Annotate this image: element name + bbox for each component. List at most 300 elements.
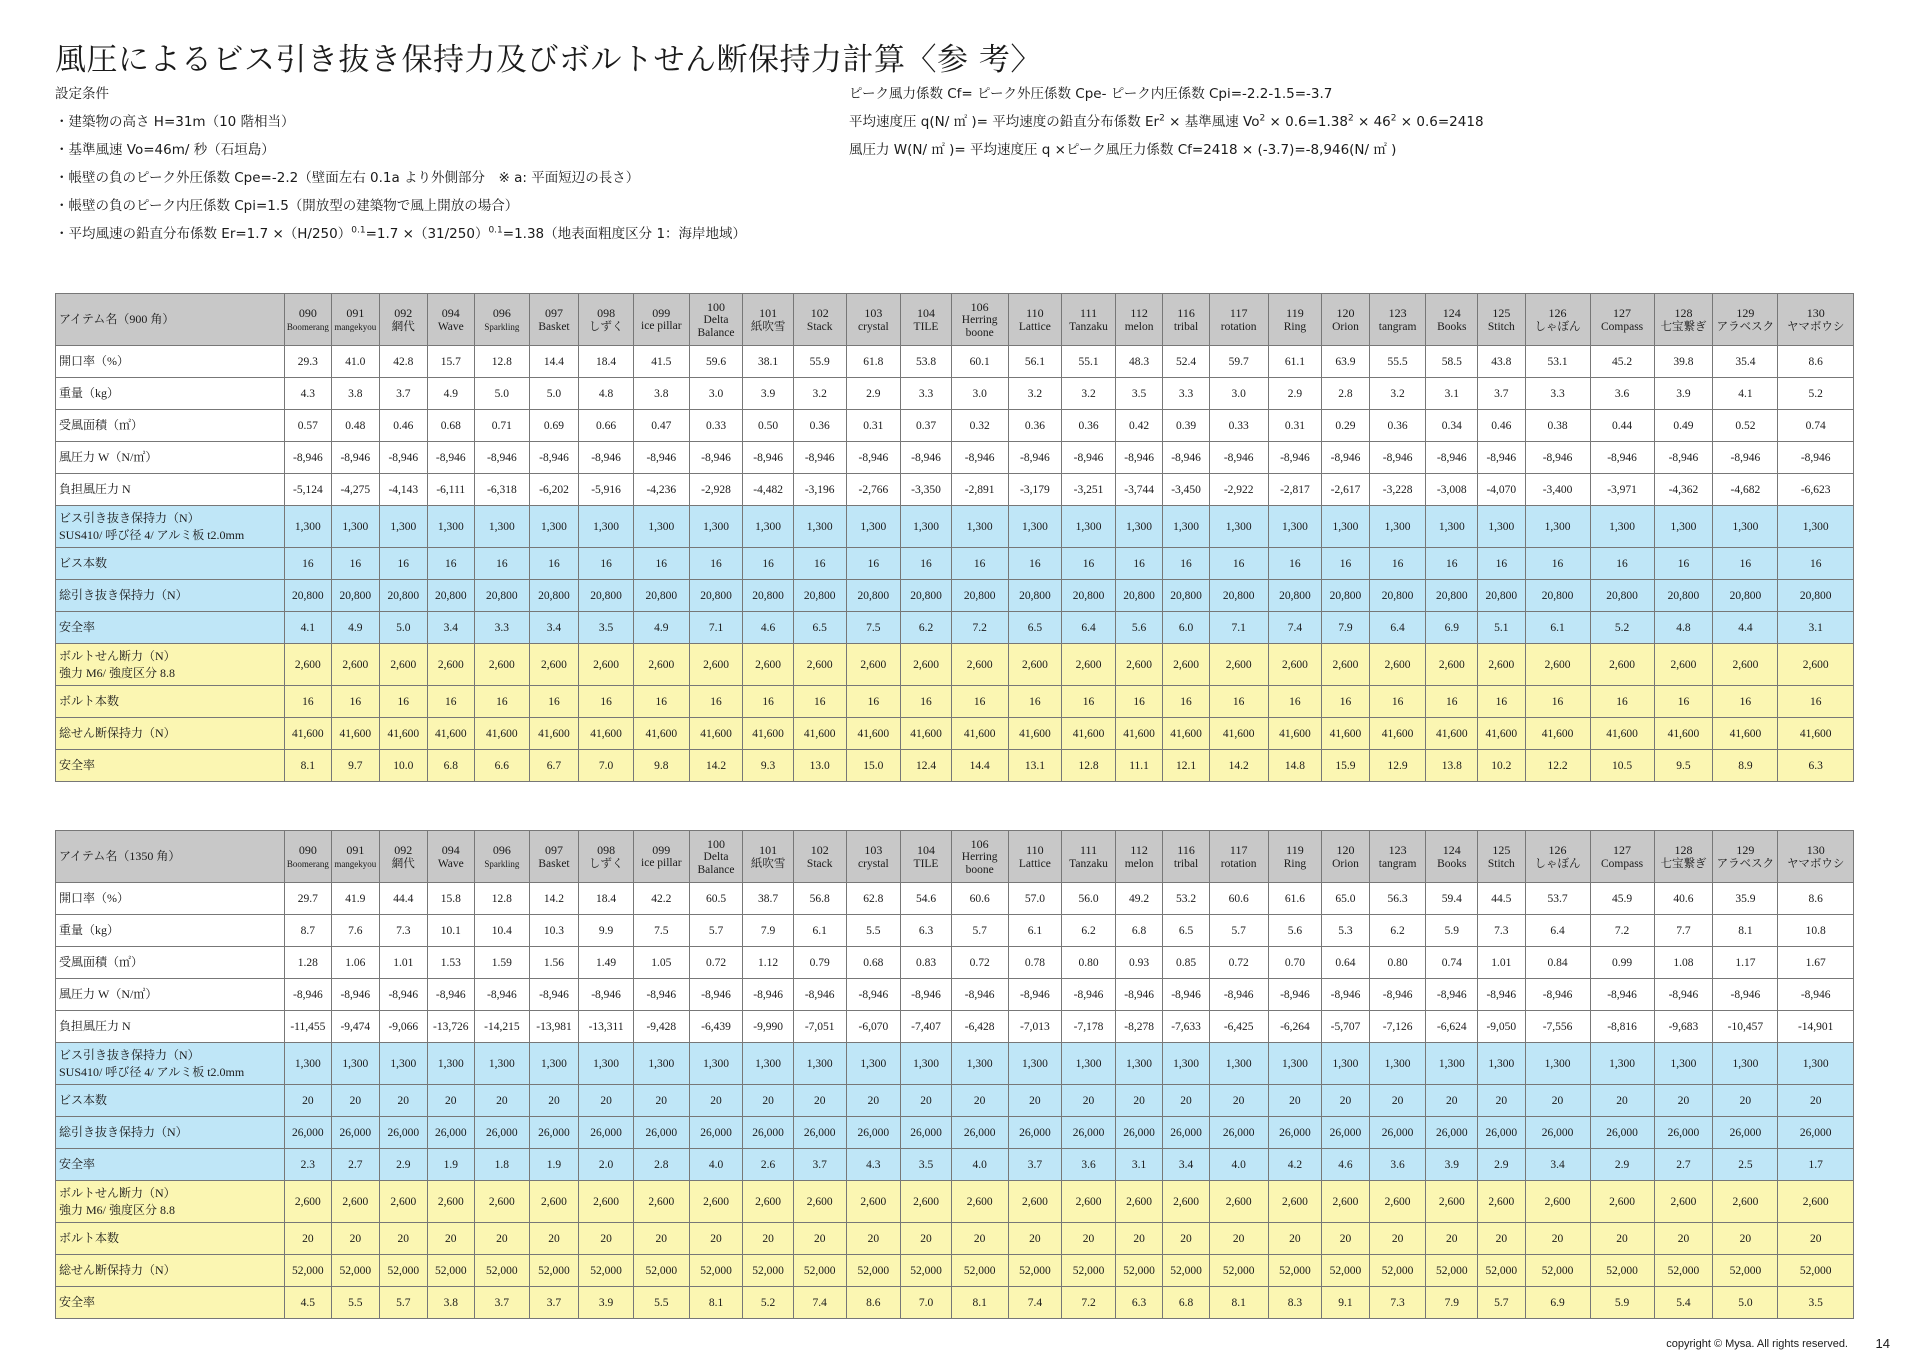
table-cell: -6,425 (1209, 1011, 1268, 1043)
table-cell: 0.38 (1525, 410, 1590, 442)
table-cell: -8,946 (1654, 979, 1713, 1011)
table-cell: -7,556 (1525, 1011, 1590, 1043)
table-cell: -8,946 (1478, 979, 1525, 1011)
table-cell: 16 (331, 548, 380, 580)
table-cell: 58.5 (1426, 346, 1478, 378)
table-cell: 16 (1778, 686, 1854, 718)
table-cell: 6.2 (901, 612, 952, 644)
table-cell: 40.6 (1654, 883, 1713, 915)
table-cell: 2,600 (427, 1181, 474, 1223)
item-number: 129 (1736, 842, 1755, 857)
table-cell: 59.4 (1426, 883, 1478, 915)
row-label: ボルト本数 (56, 686, 285, 718)
column-header (846, 294, 901, 346)
table-cell: 3.9 (743, 378, 794, 410)
table-cell: 41,600 (475, 718, 530, 750)
table-cell: -8,946 (901, 442, 952, 474)
column-header (793, 831, 846, 883)
table-cell: -9,428 (633, 1011, 689, 1043)
table-cell: 4.8 (579, 378, 634, 410)
column-header (1654, 831, 1713, 883)
table-cell: 52,000 (1209, 1255, 1268, 1287)
table-cell: 0.49 (1654, 410, 1713, 442)
table-cell: -4,070 (1478, 474, 1525, 506)
table-cell: -11,455 (285, 1011, 331, 1043)
table-cell: 16 (380, 548, 427, 580)
item-name: 網代 (391, 320, 415, 333)
table-cell: 0.33 (1209, 410, 1268, 442)
table-cell: 16 (475, 686, 530, 718)
item-name: 網代 (391, 857, 415, 870)
table-cell: 1,300 (793, 1043, 846, 1085)
header-row (56, 831, 1854, 883)
table-cell: 52,000 (901, 1255, 952, 1287)
table-cell: 2,600 (951, 1181, 1008, 1223)
column-header (1062, 831, 1116, 883)
item-name: Delta Balance (697, 313, 735, 339)
table-cell: 41,600 (1008, 718, 1062, 750)
table-cell: 5.0 (380, 612, 427, 644)
table-cell: -8,946 (1369, 979, 1426, 1011)
item-number: 102 (810, 842, 829, 857)
table-cell: -8,946 (579, 442, 634, 474)
table-cell: 26,000 (380, 1117, 427, 1149)
table-cell: 44.5 (1478, 883, 1525, 915)
table-cell: 41,600 (579, 718, 634, 750)
item-name: ice pillar (641, 320, 682, 332)
table-cell: 55.5 (1369, 346, 1426, 378)
item-name: melon (1124, 857, 1154, 870)
item-number: 116 (1177, 305, 1195, 320)
item-name: 七宝繋ぎ (1660, 320, 1707, 333)
table-cell: 2.5 (1713, 1149, 1778, 1181)
table-cell: 2,600 (1163, 644, 1209, 686)
table-cell: 1,300 (1590, 1043, 1654, 1085)
table-cell: 2,600 (1115, 644, 1162, 686)
column-header (1268, 294, 1322, 346)
table-cell: 1,300 (1209, 1043, 1268, 1085)
table-cell: 3.2 (1369, 378, 1426, 410)
item-number: 124 (1442, 305, 1461, 320)
item-number: 112 (1130, 842, 1148, 857)
table-cell: 60.6 (1209, 883, 1268, 915)
table-cell: 15.9 (1322, 750, 1369, 782)
table-cell: 20 (1713, 1223, 1778, 1255)
item-name: Sparkling (484, 321, 520, 332)
table-cell: 20 (1008, 1085, 1062, 1117)
table-cell: 20 (475, 1223, 530, 1255)
table-cell: 5.0 (529, 378, 579, 410)
table-cell: 26,000 (1322, 1117, 1369, 1149)
item-name: melon (1124, 320, 1154, 333)
condition-cpe: ・帳壁の負のピーク外圧係数 Cpe=-2.2（壁面左右 0.1a より外側部分 ※ a: 平面短辺の長さ） (55, 170, 640, 186)
table-cell: -8,946 (331, 979, 380, 1011)
table-cell: 2,600 (743, 1181, 794, 1223)
table-cell: 20,800 (1008, 580, 1062, 612)
column-header (529, 831, 579, 883)
item-number: 096 (492, 305, 511, 320)
row-label: 負担風圧力 N (56, 474, 285, 506)
table-cell: 13.0 (793, 750, 846, 782)
table-cell: 2,600 (1322, 644, 1369, 686)
item-name: 七宝繋ぎ (1660, 857, 1707, 870)
table-cell: 6.9 (1426, 612, 1478, 644)
table-cell: 8.1 (1209, 1287, 1268, 1319)
table-cell: -3,400 (1525, 474, 1590, 506)
item-name: Tanzaku (1069, 857, 1108, 870)
item-name: Sparkling (484, 858, 520, 869)
table-cell: 16 (1426, 548, 1478, 580)
table-cell: -14,901 (1778, 1011, 1854, 1043)
table-cell: 42.8 (380, 346, 427, 378)
table-cell: 2,600 (529, 644, 579, 686)
table-cell: 56.3 (1369, 883, 1426, 915)
table-row (56, 947, 1854, 979)
table-cell: 20,800 (846, 580, 901, 612)
table-cell: -8,946 (1008, 442, 1062, 474)
table-cell: 2,600 (743, 644, 794, 686)
table-cell: 2,600 (793, 1181, 846, 1223)
table-cell: 41,600 (1590, 718, 1654, 750)
table-cell: 38.7 (743, 883, 794, 915)
column-header (1209, 831, 1268, 883)
table-cell: 41,600 (1778, 718, 1854, 750)
table-cell: 20 (331, 1085, 380, 1117)
table-cell: 20 (475, 1085, 530, 1117)
header-row (56, 294, 1854, 346)
table-cell: 1.7 (1778, 1149, 1854, 1181)
column-header (380, 294, 427, 346)
table-cell: 1,300 (951, 506, 1008, 548)
table-cell: 2,600 (331, 1181, 380, 1223)
table-cell: 2,600 (1426, 1181, 1478, 1223)
table-cell: 20 (1713, 1085, 1778, 1117)
item-name: ice pillar (641, 857, 682, 869)
table-cell: 1,300 (1268, 506, 1322, 548)
table-cell: 6.2 (1062, 915, 1116, 947)
table-cell: 26,000 (846, 1117, 901, 1149)
table-cell: 16 (1322, 548, 1369, 580)
table-cell: 14.2 (529, 883, 579, 915)
table-900 (55, 293, 1854, 782)
table-cell: 26,000 (331, 1117, 380, 1149)
table-cell: 20 (901, 1223, 952, 1255)
formula-q: 平均速度圧 q(N/ ㎡ )= 平均速度の鉛直分布係数 $Er^2$ × 基準風速 $Vo^2 \times 0.6=1.38^2 \times 46^2 \times 0.6=2418$ (849, 113, 1484, 130)
table-cell: -8,946 (951, 979, 1008, 1011)
table-cell: 52,000 (579, 1255, 634, 1287)
table-cell: 16 (285, 686, 331, 718)
table-cell: 16 (633, 686, 689, 718)
table-cell: 3.6 (1590, 378, 1654, 410)
table-cell: -8,946 (1590, 442, 1654, 474)
column-header (1713, 294, 1778, 346)
table-cell: 1,300 (1062, 1043, 1116, 1085)
column-header (1163, 831, 1209, 883)
item-number: 116 (1177, 842, 1195, 857)
table-cell: 2,600 (1590, 1181, 1654, 1223)
table-cell: 1.59 (475, 947, 530, 979)
table-cell: 16 (1369, 548, 1426, 580)
table-cell: 0.84 (1525, 947, 1590, 979)
table-cell: 16 (1654, 548, 1713, 580)
table-cell: 1,300 (846, 506, 901, 548)
table-cell: 16 (427, 548, 474, 580)
table-cell: 20 (1268, 1223, 1322, 1255)
table-cell: 3.3 (1163, 378, 1209, 410)
table-row (56, 915, 1854, 947)
table-row (56, 506, 1854, 548)
table-cell: 0.42 (1115, 410, 1162, 442)
item-number: 123 (1388, 842, 1407, 857)
table-cell: 2.7 (331, 1149, 380, 1181)
table-cell: -13,981 (529, 1011, 579, 1043)
table-cell: -8,946 (1426, 442, 1478, 474)
table-cell: -8,946 (1115, 442, 1162, 474)
table-cell: 20 (1062, 1085, 1116, 1117)
table-cell: 3.4 (1525, 1149, 1590, 1181)
table-cell: 59.6 (689, 346, 743, 378)
table-cell: 20 (1478, 1085, 1525, 1117)
table-cell: 6.4 (1525, 915, 1590, 947)
table-cell: 1,300 (475, 506, 530, 548)
table-cell: 6.1 (793, 915, 846, 947)
table-cell: -8,946 (475, 442, 530, 474)
table-cell: 1,300 (331, 506, 380, 548)
table-cell: 8.9 (1713, 750, 1778, 782)
table-cell: 0.48 (331, 410, 380, 442)
table-cell: 1,300 (901, 1043, 952, 1085)
item-name: しゃぼん (1534, 857, 1581, 870)
row-label: ボルト本数 (56, 1223, 285, 1255)
table-cell: -6,624 (1426, 1011, 1478, 1043)
table-cell: -9,050 (1478, 1011, 1525, 1043)
table-cell: -8,946 (743, 442, 794, 474)
table-cell: 2,600 (1268, 644, 1322, 686)
table-cell: 2,600 (579, 644, 634, 686)
table-cell: -3,971 (1590, 474, 1654, 506)
table-cell: 2,600 (331, 644, 380, 686)
table-cell: 7.1 (689, 612, 743, 644)
table-cell: 16 (1209, 548, 1268, 580)
table-cell: 1.01 (380, 947, 427, 979)
table-cell: 49.2 (1115, 883, 1162, 915)
table-cell: 16 (901, 686, 952, 718)
table-row (56, 883, 1854, 915)
table-cell: 16 (285, 548, 331, 580)
table-cell: 20 (1478, 1223, 1525, 1255)
table-cell: 16 (427, 686, 474, 718)
table-cell: 1,300 (689, 506, 743, 548)
table-cell: 3.5 (1115, 378, 1162, 410)
table-cell: -3,744 (1115, 474, 1162, 506)
row-label: 総引き抜き保持力（N） (56, 580, 285, 612)
table-cell: 43.8 (1478, 346, 1525, 378)
item-name: Delta Balance (697, 850, 735, 876)
table-cell: 1,300 (793, 506, 846, 548)
table-cell: 15.0 (846, 750, 901, 782)
table-cell: 20,800 (1369, 580, 1426, 612)
column-header (633, 294, 689, 346)
table-cell: 20,800 (475, 580, 530, 612)
table-cell: 20 (331, 1223, 380, 1255)
item-number: 119 (1286, 842, 1304, 857)
table-cell: 2,600 (285, 644, 331, 686)
table-cell: 39.8 (1654, 346, 1713, 378)
table-cell: 16 (1426, 686, 1478, 718)
table-cell: 41,600 (1209, 718, 1268, 750)
table-cell: 1,300 (1478, 506, 1525, 548)
table-cell: -8,946 (1369, 442, 1426, 474)
table-cell: 6.6 (475, 750, 530, 782)
table-cell: 16 (475, 548, 530, 580)
table-cell: 6.8 (1163, 1287, 1209, 1319)
table-cell: 26,000 (743, 1117, 794, 1149)
table-cell: -2,891 (951, 474, 1008, 506)
table-cell: -7,126 (1369, 1011, 1426, 1043)
table-cell: 20 (1369, 1223, 1426, 1255)
table-cell: -8,816 (1590, 1011, 1654, 1043)
table-cell: 1.49 (579, 947, 634, 979)
table-cell: 4.5 (285, 1287, 331, 1319)
table-cell: 9.7 (331, 750, 380, 782)
table-cell: 1,300 (743, 506, 794, 548)
table-cell: -8,946 (793, 979, 846, 1011)
table-cell: 10.4 (475, 915, 530, 947)
table-cell: 7.7 (1654, 915, 1713, 947)
table-cell: 1,300 (475, 1043, 530, 1085)
column-header (1209, 294, 1268, 346)
item-name: tribal (1173, 857, 1199, 870)
table-cell: 52,000 (1322, 1255, 1369, 1287)
table-cell: -3,196 (793, 474, 846, 506)
table-cell: 20 (1369, 1085, 1426, 1117)
table-cell: 52,000 (743, 1255, 794, 1287)
table-cell: 60.1 (951, 346, 1008, 378)
table-cell: 20 (1322, 1223, 1369, 1255)
table-cell: 20 (951, 1223, 1008, 1255)
table-cell: 52,000 (1268, 1255, 1322, 1287)
table-cell: 20 (1590, 1085, 1654, 1117)
table-cell: 1,300 (633, 506, 689, 548)
table-cell: 1,300 (579, 1043, 634, 1085)
table-cell: 20 (951, 1085, 1008, 1117)
table-row (56, 474, 1854, 506)
table-cell: 16 (1590, 548, 1654, 580)
table-cell: 1.9 (427, 1149, 474, 1181)
table-cell: 4.0 (951, 1149, 1008, 1181)
table-cell: 26,000 (1062, 1117, 1116, 1149)
table-cell: 2,600 (529, 1181, 579, 1223)
table-cell: -5,124 (285, 474, 331, 506)
table-cell: 0.79 (793, 947, 846, 979)
table-cell: 26,000 (475, 1117, 530, 1149)
table-row (56, 1287, 1854, 1319)
table-cell: 20 (427, 1085, 474, 1117)
table-cell: 2,600 (1062, 644, 1116, 686)
table-cell: 20 (743, 1223, 794, 1255)
table-cell: 4.6 (1322, 1149, 1369, 1181)
table-cell: 0.36 (1369, 410, 1426, 442)
table-row (56, 580, 1854, 612)
table-cell: -8,946 (427, 442, 474, 474)
item-name: TILE (913, 320, 939, 333)
table-cell: 52,000 (1713, 1255, 1778, 1287)
item-number: 119 (1286, 305, 1304, 320)
table-cell: 20 (1426, 1223, 1478, 1255)
item-name: tribal (1173, 320, 1199, 333)
table-cell: 41,600 (1062, 718, 1116, 750)
table-cell: 1,300 (1369, 1043, 1426, 1085)
table-cell: 6.1 (1525, 612, 1590, 644)
table-cell: -6,439 (689, 1011, 743, 1043)
table-cell: -8,946 (1426, 979, 1478, 1011)
table-cell: -13,311 (579, 1011, 634, 1043)
table-cell: -7,633 (1163, 1011, 1209, 1043)
table-cell: 16 (1115, 548, 1162, 580)
item-number: 112 (1130, 305, 1148, 320)
table-cell: 20,800 (579, 580, 634, 612)
table-row (56, 1085, 1854, 1117)
table-cell: 41,600 (1654, 718, 1713, 750)
table-cell: 0.57 (285, 410, 331, 442)
table-cell: 53.2 (1163, 883, 1209, 915)
table-cell: 26,000 (1525, 1117, 1590, 1149)
table-cell: -8,946 (1163, 442, 1209, 474)
table-cell: 0.72 (1209, 947, 1268, 979)
table-cell: 5.9 (1590, 1287, 1654, 1319)
table-cell: 2,600 (475, 1181, 530, 1223)
table-cell: 1,300 (1654, 1043, 1713, 1085)
column-header (689, 294, 743, 346)
column-header (1590, 831, 1654, 883)
table-cell: 61.8 (846, 346, 901, 378)
table-cell: 20,800 (1426, 580, 1478, 612)
table-cell: 5.0 (475, 378, 530, 410)
table-cell: -8,946 (1525, 979, 1590, 1011)
table-cell: 1,300 (427, 1043, 474, 1085)
table-cell: 20 (1115, 1223, 1162, 1255)
table-cell: 1,300 (529, 506, 579, 548)
table-cell: 26,000 (1268, 1117, 1322, 1149)
table-cell: 41,600 (331, 718, 380, 750)
table-cell: 41.0 (331, 346, 380, 378)
table-cell: 16 (901, 548, 952, 580)
item-name: Basket (538, 320, 570, 333)
table-cell: 20 (1778, 1223, 1854, 1255)
item-number: 100 (707, 299, 725, 314)
table-cell: 52,000 (1590, 1255, 1654, 1287)
table-cell: 7.3 (380, 915, 427, 947)
item-name: Stack (806, 857, 833, 870)
row-label: 開口率（%） (56, 883, 285, 915)
column-header (331, 294, 380, 346)
table-cell: 6.8 (1115, 915, 1162, 947)
table-row (56, 378, 1854, 410)
column-header (846, 831, 901, 883)
item-number: 100 (707, 836, 725, 851)
table-cell: 41,600 (1713, 718, 1778, 750)
table-cell: -3,008 (1426, 474, 1478, 506)
table-cell: 2,600 (1209, 644, 1268, 686)
table-row (56, 644, 1854, 686)
column-header (475, 294, 530, 346)
table-cell: 20,800 (1478, 580, 1525, 612)
table-cell: -8,946 (743, 979, 794, 1011)
item-number: 130 (1806, 305, 1825, 320)
table-cell: 9.5 (1654, 750, 1713, 782)
table-cell: 7.6 (331, 915, 380, 947)
table-cell: 10.0 (380, 750, 427, 782)
